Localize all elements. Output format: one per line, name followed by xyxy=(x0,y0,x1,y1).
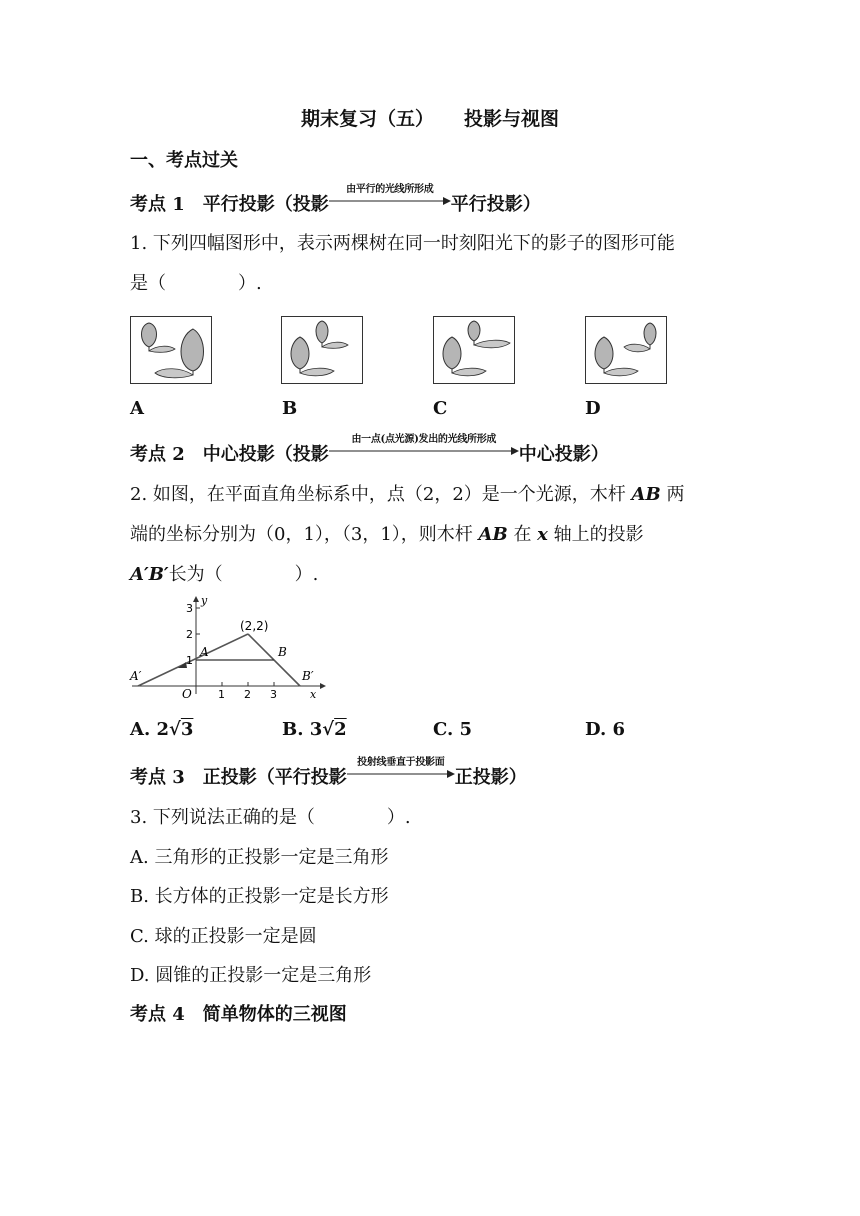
origin-label: O xyxy=(182,687,192,698)
q1-option-b[interactable]: B xyxy=(282,398,298,419)
q1-option-c[interactable]: C xyxy=(433,398,448,419)
topic-1-arrow xyxy=(329,184,451,210)
point-b-label: B xyxy=(278,645,287,659)
question-2-line1 xyxy=(130,480,684,506)
point-a-label: A xyxy=(200,645,209,659)
q1-option-d[interactable]: D xyxy=(585,398,601,419)
x-tick-3: 3 xyxy=(270,688,277,698)
tree-drawing-b xyxy=(282,317,362,383)
topic-3-heading xyxy=(130,757,527,789)
q2-option-b-radicand: 2 xyxy=(334,719,347,740)
y-tick-3: 3 xyxy=(186,602,193,615)
q3-option-d[interactable]: D. 圆锥的正投影一定是三角形 xyxy=(130,965,372,986)
y-axis-arrow-icon xyxy=(193,596,199,602)
q3-option-b[interactable]: B. 长方体的正投影一定是长方形 xyxy=(130,886,389,907)
y-tick-1: 1 xyxy=(186,654,193,667)
q2-x: x xyxy=(537,524,548,545)
question-2-line2 xyxy=(130,520,644,546)
topic-4-heading: 考点 4 简单物体的三视图 xyxy=(130,1004,347,1025)
x-axis-label: x xyxy=(310,688,317,698)
q2-option-a-text: A. 2 xyxy=(130,719,170,740)
x-tick-2: 2 xyxy=(244,688,251,698)
y-tick-2: 2 xyxy=(186,628,193,641)
q2-coordinate-figure xyxy=(128,594,328,698)
arrow-icon xyxy=(347,769,455,779)
q2-ab-1: AB xyxy=(631,484,661,505)
q2-text-3: 长为（ ）. xyxy=(168,564,319,585)
q2-text-2c: 轴上的投影 xyxy=(547,524,644,545)
q2-text-1b: 两 xyxy=(660,484,685,505)
tree-figure-a xyxy=(130,316,212,384)
question-1-line2 xyxy=(130,269,262,295)
q2-text-2b: 在 xyxy=(507,524,538,545)
q2-text-2a: 端的坐标分别为（0，1），（3，1），则木杆 xyxy=(130,524,479,545)
topic-3-tail: 正投影） xyxy=(454,767,527,788)
topic-2-head: 考点 2 中心投影（投影 xyxy=(130,444,329,465)
q2-option-a-radicand: 3 xyxy=(180,719,194,740)
tree-figure-d xyxy=(585,316,667,384)
topic-3-head: 考点 3 正投影（平行投影 xyxy=(130,767,347,788)
question-1-text1: 1. 下列四幅图形中，表示两棵树在同一时刻阳光下的影子的图形可能 xyxy=(130,233,675,254)
topic-2-arrow xyxy=(329,434,519,460)
topic-1-heading xyxy=(130,184,541,216)
q3-option-a[interactable]: A. 三角形的正投影一定是三角形 xyxy=(130,847,389,868)
section-heading: 一、考点过关 xyxy=(130,150,238,171)
q2-option-d[interactable]: D. 6 xyxy=(585,719,626,740)
q2-ab-2: AB xyxy=(478,524,508,545)
light-label: (2,2) xyxy=(240,619,269,633)
point-bp-label: B′ xyxy=(302,669,314,683)
topic-2-arrow-label: 由一点(点光源)发出的光线所形成 xyxy=(351,434,497,445)
arrow-icon xyxy=(329,446,519,456)
question-2-line3 xyxy=(130,560,318,586)
x-axis-arrow-icon xyxy=(320,683,326,689)
topic-3-arrow xyxy=(347,757,455,783)
q1-option-a[interactable]: A xyxy=(130,398,144,419)
tree-drawing-a xyxy=(131,317,211,383)
tree-drawing-c xyxy=(434,317,514,383)
point-ap-label: A′ xyxy=(130,669,142,683)
arrow-icon xyxy=(329,196,451,206)
tree-figure-b xyxy=(281,316,363,384)
topic-2-heading xyxy=(130,434,609,466)
page-title xyxy=(0,104,860,131)
q3-option-c[interactable]: C. 球的正投影一定是圆 xyxy=(130,926,317,947)
title-part1: 期末复习（五） xyxy=(300,108,434,130)
topic-1-arrow-label: 由平行的光线所形成 xyxy=(346,184,434,195)
question-1-line1 xyxy=(130,229,675,255)
q2-option-a[interactable]: A. 2√3 xyxy=(130,719,194,740)
y-axis-label: y xyxy=(201,594,208,607)
question-1-text2: 是（ ）. xyxy=(130,273,262,294)
q2-text-1a: 2. 如图，在平面直角坐标系中，点（2，2）是一个光源，木杆 xyxy=(130,484,632,505)
question-3-stem: 3. 下列说法正确的是（ ）. xyxy=(130,807,411,828)
q2-option-c[interactable]: C. 5 xyxy=(433,719,473,740)
q2-option-b[interactable]: B. 3√2 xyxy=(282,719,347,740)
q2-option-b-text: B. 3 xyxy=(282,719,323,740)
title-part2: 投影与视图 xyxy=(464,108,560,130)
q2-apbp: A′B′ xyxy=(130,564,169,585)
x-tick-1: 1 xyxy=(218,688,225,698)
tree-figure-c xyxy=(433,316,515,384)
tree-drawing-d xyxy=(586,317,666,383)
topic-1-tail: 平行投影） xyxy=(450,194,541,215)
topic-1-head: 考点 1 平行投影（投影 xyxy=(130,194,329,215)
topic-2-tail: 中心投影） xyxy=(518,444,609,465)
topic-3-arrow-label: 投射线垂直于投影面 xyxy=(357,757,445,768)
